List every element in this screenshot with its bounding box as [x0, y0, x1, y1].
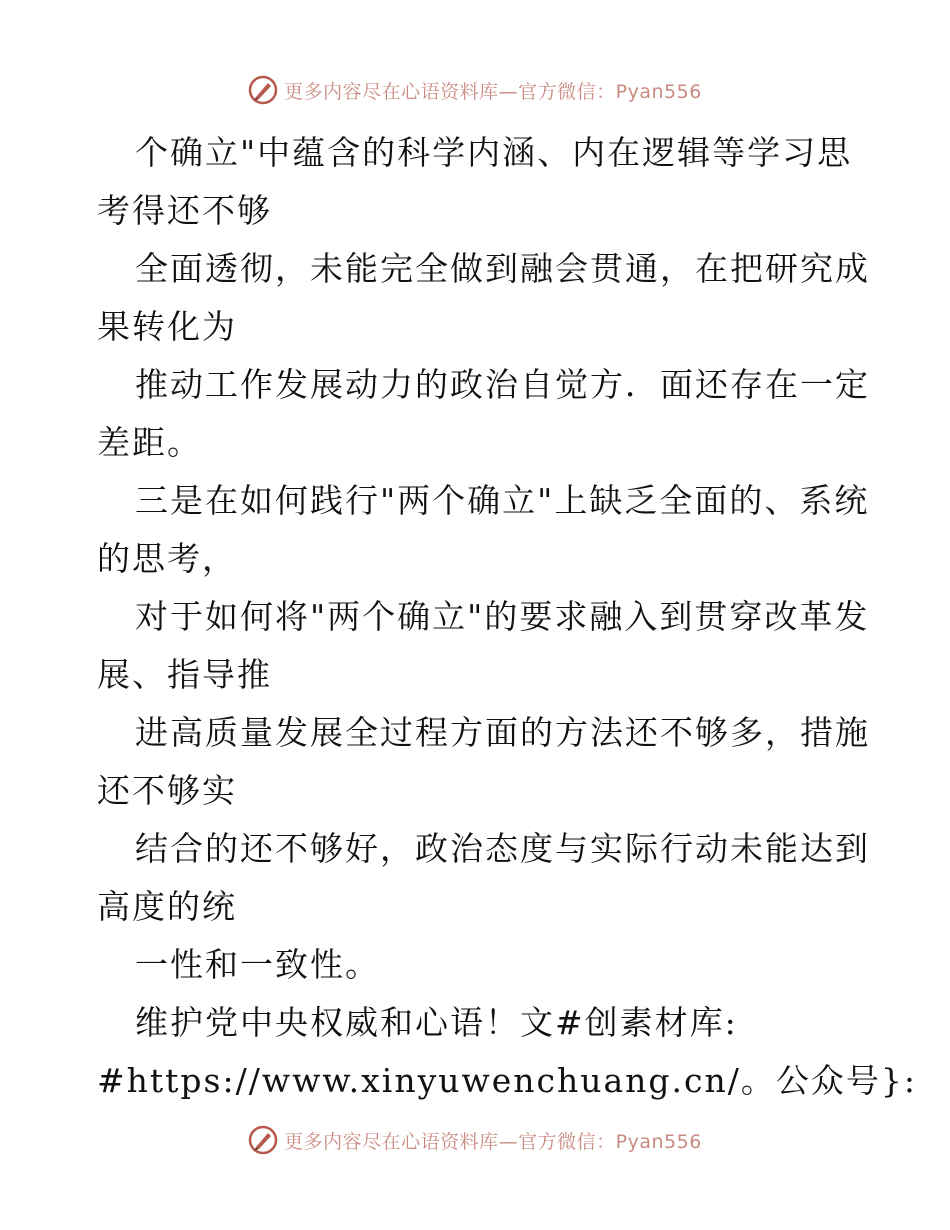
pen-logo-icon [248, 75, 278, 105]
footer-watermark-text: 更多内容尽在心语资料库—官方微信：Pyan556 [284, 1130, 702, 1153]
header-watermark [0, 70, 950, 110]
body-line: 推动工作发展动力的政治自觉方．面还存在一定 [135, 365, 870, 404]
body-line: 差距。 [97, 423, 202, 462]
body-line: 个确立"中蕴含的科学内涵、内在逻辑等学习思 [135, 133, 853, 172]
pen-logo-icon [248, 1125, 278, 1155]
body-line: 维护党中央权威和心语！文#创素材库: [135, 1003, 738, 1042]
body-line: 果转化为 [97, 307, 237, 346]
body-line: 全面透彻，未能完全做到融会贯通，在把研究成 [135, 249, 870, 288]
body-line: 的思考， [97, 539, 237, 578]
footer-watermark [0, 1120, 950, 1160]
body-line: 对于如何将"两个确立"的要求融入到贯穿改革发 [135, 597, 870, 636]
body-line: 高度的统 [97, 887, 237, 926]
body-line: 三是在如何践行"两个确立"上缺乏全面的、系统 [135, 481, 870, 520]
body-line: 进高质量发展全过程方面的方法还不够多，措施 [135, 713, 870, 752]
document-body [97, 124, 917, 1110]
body-line: 结合的还不够好，政治态度与实际行动未能达到 [135, 829, 870, 868]
body-line: 还不够实 [97, 771, 237, 810]
body-line-url: #https://www.xinyuwenchuang.cn/。公众号}: [97, 1061, 917, 1100]
body-line: 一性和一致性。 [135, 945, 380, 984]
body-line: 展、指导推 [97, 655, 272, 694]
header-watermark-text: 更多内容尽在心语资料库—官方微信：Pyan556 [284, 80, 702, 103]
body-line: 考得还不够 [97, 191, 272, 230]
